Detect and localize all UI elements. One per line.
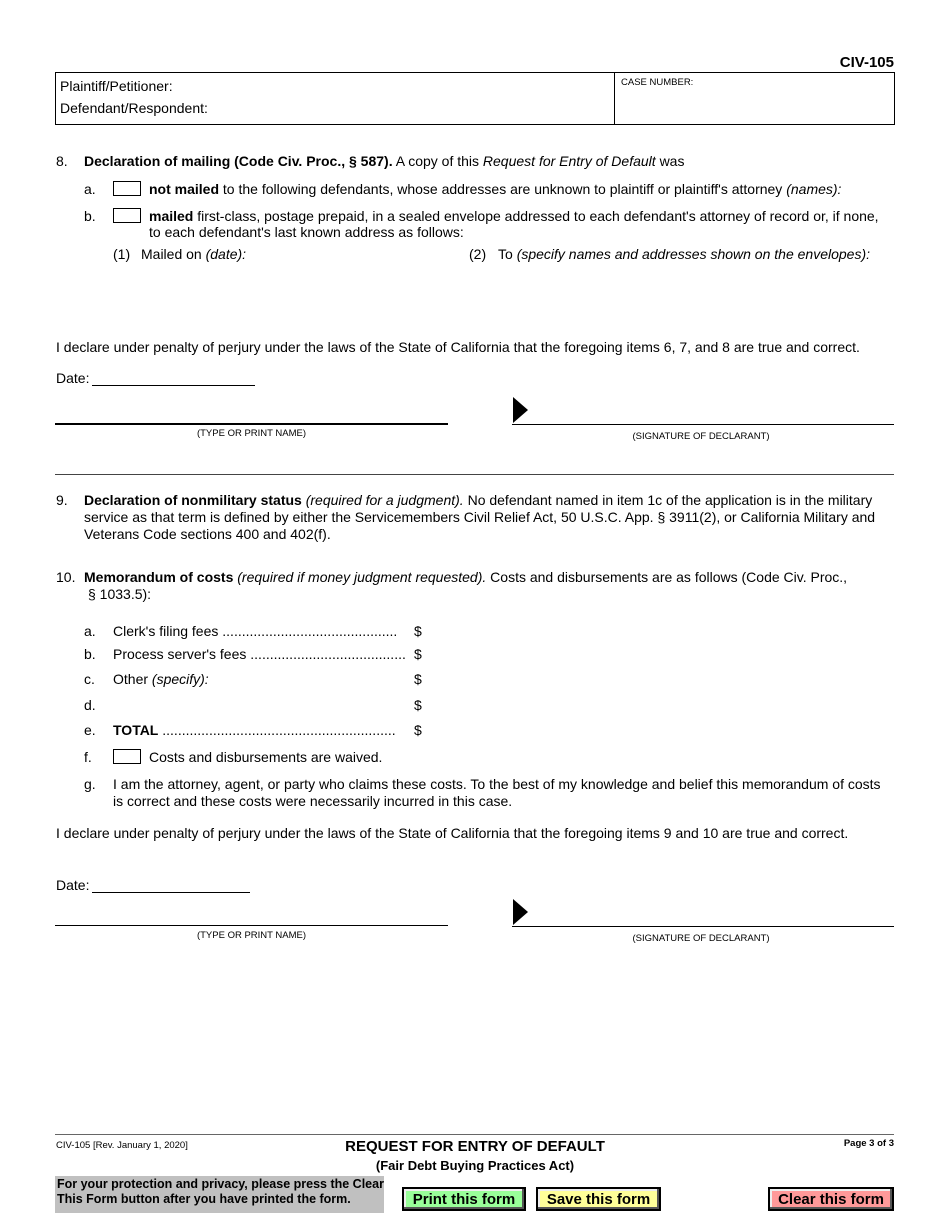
- cost-row-a-letter: a.: [84, 623, 96, 639]
- item10-italic: (required if money judgment requested).: [237, 569, 487, 585]
- caption-divider: [614, 73, 615, 124]
- item8b1-italic: (date):: [205, 246, 247, 262]
- declaration2-type-name-label: (TYPE OR PRINT NAME): [196, 930, 307, 941]
- item9-text1: No defendant named in item 1c of the application is in the military: [467, 492, 873, 508]
- cost-row-c-label: [113, 671, 209, 687]
- item8-number: 8.: [56, 153, 68, 169]
- cost-row-d-letter: d.: [84, 697, 96, 713]
- footer-page: Page 3 of 3: [843, 1138, 894, 1149]
- item8b-checkbox[interactable]: [113, 208, 141, 223]
- item10g-letter: g.: [84, 776, 96, 792]
- plaintiff-label: Plaintiff/Petitioner:: [60, 78, 173, 94]
- cost-row-e-text: TOTAL: [113, 722, 159, 738]
- item10-title: Memorandum of costs: [84, 569, 234, 585]
- item10f-letter: f.: [84, 749, 92, 765]
- footer-subtitle: (Fair Debt Buying Practices Act): [375, 1158, 575, 1173]
- caption-box: [55, 72, 895, 125]
- item9-line2: service as that term is defined by either the Servicemembers Civil Relief Act, 50 U.S.C. App. § 3911(2), or California Military and: [84, 509, 876, 525]
- item8a-bold: not mailed: [149, 181, 220, 197]
- item8a-text: [149, 181, 841, 197]
- item10-line2: § 1033.5):: [88, 586, 152, 602]
- case-number-label: CASE NUMBER:: [621, 77, 694, 88]
- item8a-checkbox[interactable]: [113, 181, 141, 196]
- declaration1-type-name-label: (TYPE OR PRINT NAME): [196, 428, 307, 439]
- declaration1-signature-label: (SIGNATURE OF DECLARANT): [632, 431, 770, 442]
- item8a-letter: a.: [84, 181, 96, 197]
- cost-row-a-text: Clerk's filing fees: [113, 623, 219, 639]
- item8b1-label: [141, 246, 246, 262]
- signature-arrow-icon: [513, 397, 528, 423]
- item9-title: Declaration of nonmilitary status: [84, 492, 302, 508]
- item8b1-text: Mailed on: [141, 246, 202, 262]
- cost-row-b-dollar: $: [414, 646, 422, 662]
- cost-row-a-dollar: $: [414, 623, 422, 639]
- item8b-text-line1: [149, 208, 879, 224]
- item8-text-italic: Request for Entry of Default: [482, 153, 656, 169]
- cost-row-e-dots: ............................................................: [158, 722, 396, 738]
- cost-row-a-dots: .............................................: [218, 623, 398, 639]
- defendant-label: Defendant/Respondent:: [60, 100, 208, 116]
- cost-row-b-dots: ........................................: [246, 646, 406, 662]
- declaration2-signature-line[interactable]: [512, 926, 894, 927]
- item8b2-number: (2): [469, 246, 487, 262]
- clear-form-button[interactable]: Clear this form: [768, 1187, 894, 1211]
- declaration2-date-line[interactable]: [92, 892, 250, 893]
- item9-number: 9.: [56, 492, 68, 508]
- cost-row-e-dollar: $: [414, 722, 422, 738]
- privacy-notice: [55, 1176, 384, 1213]
- cost-row-e-letter: e.: [84, 722, 96, 738]
- item8b-letter: b.: [84, 208, 96, 224]
- item8b-text-line2: to each defendant's last known address as follows:: [149, 224, 464, 240]
- privacy-line1: For your protection and privacy, please press the Clear: [57, 1177, 384, 1191]
- footer-title: REQUEST FOR ENTRY OF DEFAULT: [345, 1138, 605, 1155]
- declaration2-name-line[interactable]: [55, 925, 448, 926]
- cost-row-d-dollar: $: [414, 697, 422, 713]
- print-form-button[interactable]: Print this form: [402, 1187, 526, 1211]
- cost-row-b-text: Process server's fees: [113, 646, 247, 662]
- privacy-line2: This Form button after you have printed the form.: [57, 1191, 351, 1206]
- item9-line1: [84, 492, 872, 508]
- item8b2-label: [498, 246, 870, 262]
- footer-rev: CIV-105 [Rev. January 1, 2020]: [56, 1140, 188, 1151]
- cost-row-b-letter: b.: [84, 646, 96, 662]
- declaration2-signature-label: (SIGNATURE OF DECLARANT): [632, 933, 770, 944]
- item8a-italic: (names):: [786, 181, 842, 197]
- item9-italic: (required for a judgment).: [305, 492, 464, 508]
- cost-row-c-letter: c.: [84, 671, 95, 687]
- declaration1-text: I declare under penalty of perjury under the laws of the State of California that the foregoing items 6, 7, and 8 are true and correct.: [56, 339, 860, 355]
- declaration2-date-label: Date:: [56, 877, 90, 893]
- item8b1-number: (1): [113, 246, 131, 262]
- costs-waived-checkbox[interactable]: [113, 749, 141, 764]
- save-form-button[interactable]: Save this form: [536, 1187, 661, 1211]
- cost-row-c-dollar: $: [414, 671, 422, 687]
- cost-row-c-italic: (specify):: [151, 671, 209, 687]
- declaration1-name-line[interactable]: [55, 423, 448, 425]
- item8-heading: [84, 153, 684, 169]
- footer-rule: [55, 1134, 894, 1135]
- section-divider: [55, 474, 894, 475]
- declaration2-text: I declare under penalty of perjury under the laws of the State of California that the foregoing items 9 and 10 are true and correct.: [56, 825, 849, 841]
- item9-line3: Veterans Code sections 400 and 402(f).: [84, 526, 331, 542]
- form-number: CIV-105: [839, 54, 894, 71]
- item10g-line1: I am the attorney, agent, or party who claims these costs. To the best of my knowledge and belief this memorandum of costs: [113, 776, 881, 792]
- item8a-body: to the following defendants, whose addresses are unknown to plaintiff or plaintiff's attorney: [222, 181, 783, 197]
- cost-row-b-label: [113, 646, 409, 662]
- item8-text-a: A copy of this: [395, 153, 480, 169]
- item8b-body: first-class, postage prepaid, in a sealed envelope addressed to each defendant's attorney of record or, if none,: [197, 208, 879, 224]
- item10f-text: Costs and disbursements are waived.: [149, 749, 383, 765]
- item10-text1: Costs and disbursements are as follows (Code Civ. Proc.,: [490, 569, 848, 585]
- declaration1-date-label: Date:: [56, 370, 90, 386]
- item8-title: Declaration of mailing (Code Civ. Proc., § 587).: [84, 153, 393, 169]
- declaration1-signature-line[interactable]: [512, 424, 894, 425]
- item8b-bold: mailed: [149, 208, 194, 224]
- signature-arrow-icon: [513, 899, 528, 925]
- cost-row-e-label: [113, 722, 409, 738]
- cost-row-a-label: [113, 623, 409, 639]
- item8b2-text: To: [498, 246, 513, 262]
- item8-text-b: was: [659, 153, 685, 169]
- item10g-line2: is correct and these costs were necessarily incurred in this case.: [113, 793, 513, 809]
- cost-row-c-text: Other: [113, 671, 152, 687]
- item10-number: 10.: [56, 569, 76, 585]
- declaration1-date-line[interactable]: [92, 385, 255, 386]
- item8b2-italic: (specify names and addresses shown on the envelopes):: [516, 246, 871, 262]
- item10-line1: [84, 569, 847, 585]
